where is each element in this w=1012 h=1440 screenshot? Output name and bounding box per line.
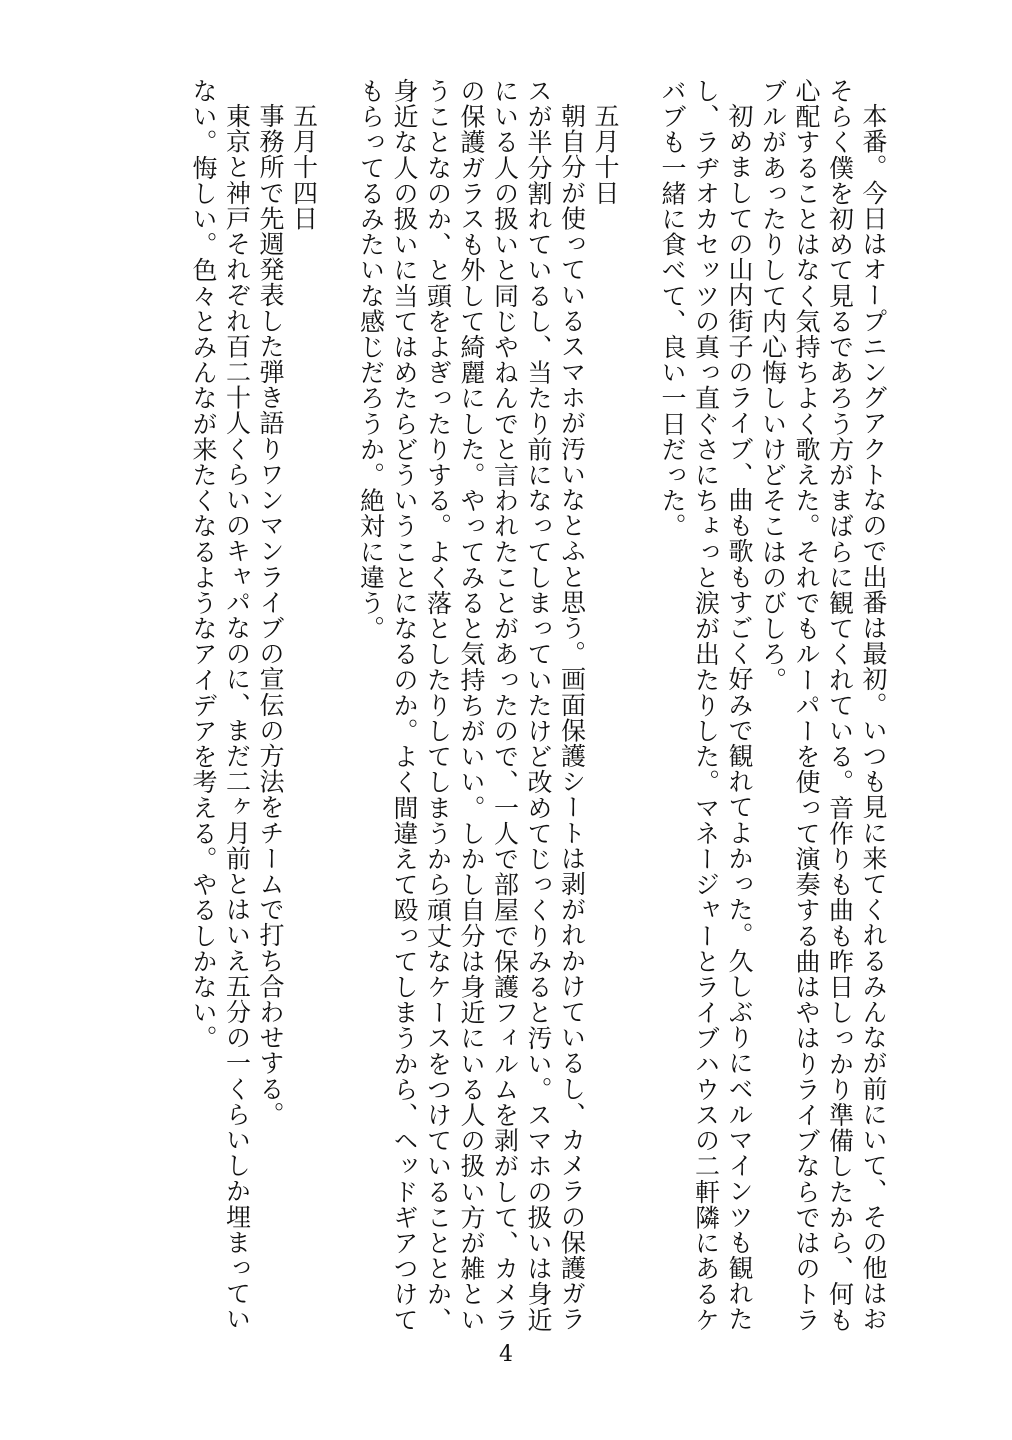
body-line: ない。悔しい。色々とみんなが来たくなるようなアイデアを考える。やるしかない。 (189, 78, 218, 1051)
body-line: 初めましての山内街子のライブ、曲も歌もすごく好みで観れてよかった。久しぶりにベルマインツも観れた (725, 103, 754, 1332)
body-line: バブも一緒に食べて、良い一日だった。 (658, 78, 687, 539)
entry-date: 五月十四日 (289, 103, 319, 231)
body-line: うことなのか、と頭をよぎったりする。よく落としたりしてしまうから頑丈なケースをつけていることとか、 (423, 78, 453, 1333)
body-line: にいる人の扱いと同じやねんでと言われたことがあったので、一人で部屋で保護フィルムを剥がして、カメラ (490, 78, 520, 1333)
body-line: 東京と神戸それぞれ百二十人くらいのキャパなのに、まだ二ヶ月前とはいえ五分の一くらいしか埋まってい (222, 103, 252, 1332)
body-line: スが半分割れているし、当たり前になってしまっていたけど改めてじっくりみると汚い。スマホの扱いは身近 (524, 78, 553, 1333)
body-line: 事務所で先週発表した弾き語りワンマンライブの宣伝の方法をチームで打ち合わせする。 (256, 103, 285, 1127)
body-line: ブルがあったりして内心悔しいけどそこはのびしろ。 (758, 78, 788, 693)
vertical-text-body (187, 78, 891, 1333)
body-line: もらってるみたいな感じだろうか。絶対に違う。 (356, 78, 386, 642)
body-line: 朝自分が使っているスマホが汚いなとふと思う。画面保護シートは剥がれかけているし、カメラの保護ガラ (557, 103, 587, 1332)
body-line: 本番。今日はオープニングアクトなので出番は最初。いつも見に来てくれるみんなが前にいて、その他はお (859, 103, 888, 1332)
blank-line (622, 78, 656, 1310)
body-line: し、ラヂオカセッツの真っ直ぐさにちょっと涙が出たりした。マネージャーとライブハウスの二軒隣にあるケ (691, 78, 721, 1333)
body-line: 心配することはなく気持ちよく歌えた。それでもルーパーを使って演奏する曲はやはりライブならではのトラ (792, 78, 821, 1333)
body-line: の保護ガラスも外して綺麗にした。やってみると気持ちがいい。しかし自分は身近にいる人の扱い方が雑とい (457, 78, 486, 1333)
entry-date: 五月十日 (591, 103, 620, 206)
body-line: そらく僕を初めて見るであろう方がまばらに観てくれている。音作りも曲も昨日しっかり準備したから、何も (825, 78, 855, 1333)
page-number: 4 (499, 1342, 513, 1367)
body-line: 身近な人の扱いに当てはめたらどういうことになるのか。よく間違えて殴ってしまうから、ヘッドギアつけて (390, 78, 419, 1333)
blank-line (321, 78, 355, 1310)
